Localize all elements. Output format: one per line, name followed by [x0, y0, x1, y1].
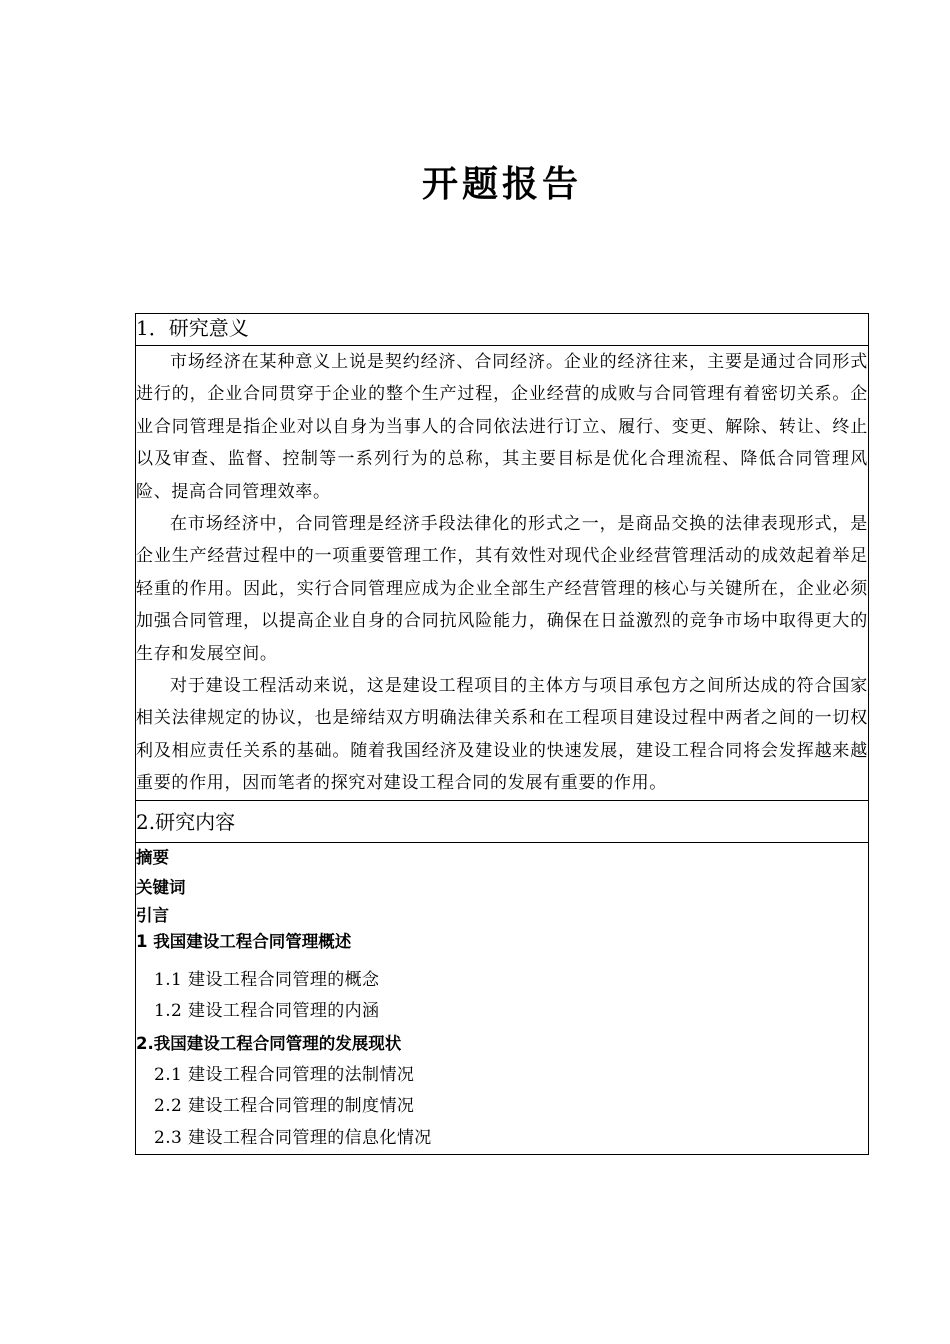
outline-item: 2.1 建设工程合同管理的法制情况 [154, 1064, 415, 1085]
outline-item: 2.3 建设工程合同管理的信息化情况 [154, 1127, 432, 1148]
outline-item: 1.2 建设工程合同管理的内涵 [154, 1001, 380, 1022]
outline-item: 2.2 建设工程合同管理的制度情况 [154, 1096, 415, 1117]
outline-item: 1.1 建设工程合同管理的概念 [154, 969, 380, 990]
paragraph: 在市场经济中，合同管理是经济手段法律化的形式之一，是商品交换的法律表现形式，是企业生产经营过程中的一项重要管理工作，其有效性对现代企业经营管理活动的成效起着举足轻重的作用。因此，实行合同管理应成为企业全部生产经营管理的核心与关键所在，企业必须加强合同管理，以提高企业自身的合同抗风险能力，确保在日益激烈的竞争市场中取得更大的生存和发展空间。 [136, 514, 868, 664]
report-table [135, 313, 869, 1155]
outline-abstract: 摘要 [136, 847, 169, 867]
paragraph: 市场经济在某种意义上说是契约经济、合同经济。企业的经济往来，主要是通过合同形式进行的，企业合同贯穿于企业的整个生产过程，企业经营的成败与合同管理有着密切关系。企业合同管理是指企业对以自身为当事人的合同依法进行订立、履行、变更、解除、转让、终止以及审查、监督、控制等一系列行为的总称，其主要目标是优化合理流程、降低合同管理风险、提高合同管理效率。 [136, 352, 868, 502]
section-body-significance [136, 346, 869, 801]
section-heading-content: 2.研究内容 [136, 800, 869, 842]
outline-intro: 引言 [136, 905, 169, 925]
section-body-content [136, 842, 869, 1155]
paragraph: 对于建设工程活动来说，这是建设工程项目的主体方与项目承包方之间所达成的符合国家相关法律规定的协议，也是缔结双方明确法律关系和在工程项目建设过程中两者之间的一切权利及相应责任关系的基础。随着我国经济及建设业的快速发展，建设工程合同将会发挥越来越重要的作用，因而笔者的探究对建设工程合同的发展有重要的作用。 [136, 676, 868, 794]
outline-chapter-1-title: 1 我国建设工程合同管理概述 [136, 931, 352, 951]
section-heading-significance: 1．研究意义 [136, 314, 869, 346]
document-title: 开题报告 [421, 164, 582, 205]
outline-chapter-2-title: 2.我国建设工程合同管理的发展现状 [136, 1033, 402, 1053]
outline-keywords: 关键词 [136, 877, 186, 897]
